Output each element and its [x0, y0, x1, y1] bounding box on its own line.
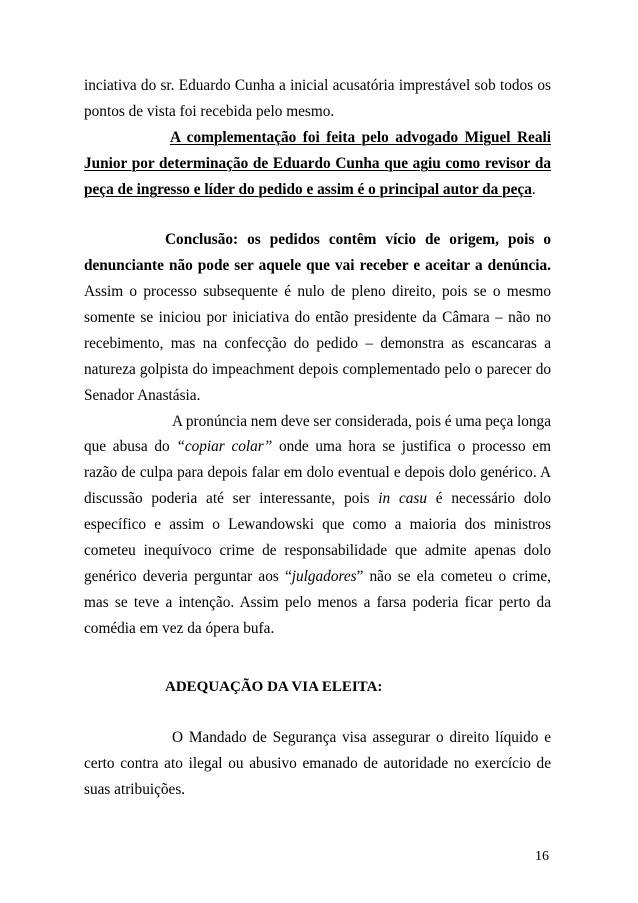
body-text-line: comédia em vez da ópera bufa.: [84, 620, 275, 637]
body-text-line: razão de culpa para depois falar em dolo eventual e depois dolo genérico. A: [84, 464, 551, 481]
body-text-line: recebimento, mas na confecção do pedido – demonstra as escancaras a: [84, 335, 551, 352]
bold-underlined-line: [84, 180, 551, 200]
page-number: 16: [535, 849, 549, 864]
text-segment: discussão poderia até ser interessante, pois: [84, 490, 379, 507]
body-text-line: específico e assim o Lewandowski que como a maioria dos ministros: [84, 516, 551, 533]
italic-text: “copiar colar”: [176, 438, 273, 455]
body-text-line: A pronúncia nem deve ser considerada, pois é uma peça longa: [172, 413, 551, 430]
body-text-line: somente se iniciou por iniciativa do então presidente da Câmara – não no: [84, 309, 551, 326]
body-text-line: inciativa do sr. Eduardo Cunha a inicial acusatória imprestável sob todos os: [84, 77, 551, 94]
body-text-line: [84, 437, 551, 457]
italic-text: in casu: [378, 490, 428, 507]
italic-text: julgadores: [291, 568, 357, 585]
body-text-line: Senador Anastásia.: [84, 387, 201, 404]
bold-underlined-text: peça de ingresso e líder do pedido e assim é o principal autor da peça: [84, 181, 532, 198]
body-text-line: natureza golpista do impeachment depois complementado pelo o parecer do: [84, 361, 551, 378]
body-text-line: pontos de vista foi recebida pelo mesmo.: [84, 103, 335, 120]
body-text-line: mas se teve a intenção. Assim pelo menos a farsa poderia ficar perto da: [84, 594, 551, 611]
text-segment: onde uma hora se justifica o processo em: [272, 438, 551, 455]
text-segment: genérico deveria perguntar aos “: [84, 568, 292, 585]
bold-text-line: Conclusão: os pedidos contêm vício de origem, pois o: [165, 231, 551, 248]
body-text-line: O Mandado de Segurança visa assegurar o direito líquido e: [172, 729, 551, 746]
body-text-line: cometeu inequívoco crime de responsabilidade que admite apenas dolo: [84, 542, 551, 559]
bold-text-line: denunciante não pode ser aquele que vai receber e aceitar a denúncia.: [84, 257, 551, 274]
text-segment: que abusa do: [84, 438, 177, 455]
body-text-line: certo contra ato ilegal ou abusivo emanado de autoridade no exercício de: [84, 755, 551, 772]
bold-underlined-line: A complementação foi feita pelo advogado Miguel Reali: [170, 129, 551, 146]
body-text-line: Assim o processo subsequente é nulo de pleno direito, pois se o mesmo: [84, 283, 551, 300]
sentence-period: .: [531, 181, 536, 198]
text-segment: é necessário dolo: [427, 490, 552, 507]
bold-underlined-line: Junior por determinação de Eduardo Cunha que agiu como revisor da: [84, 155, 551, 172]
section-heading: ADEQUAÇÃO DA VIA ELEITA:: [165, 679, 383, 695]
body-text-line: suas atribuições.: [84, 781, 186, 798]
text-segment: ” não se ela cometeu o crime,: [356, 568, 551, 585]
body-text-line: [84, 489, 551, 509]
body-text-line: [84, 567, 551, 587]
